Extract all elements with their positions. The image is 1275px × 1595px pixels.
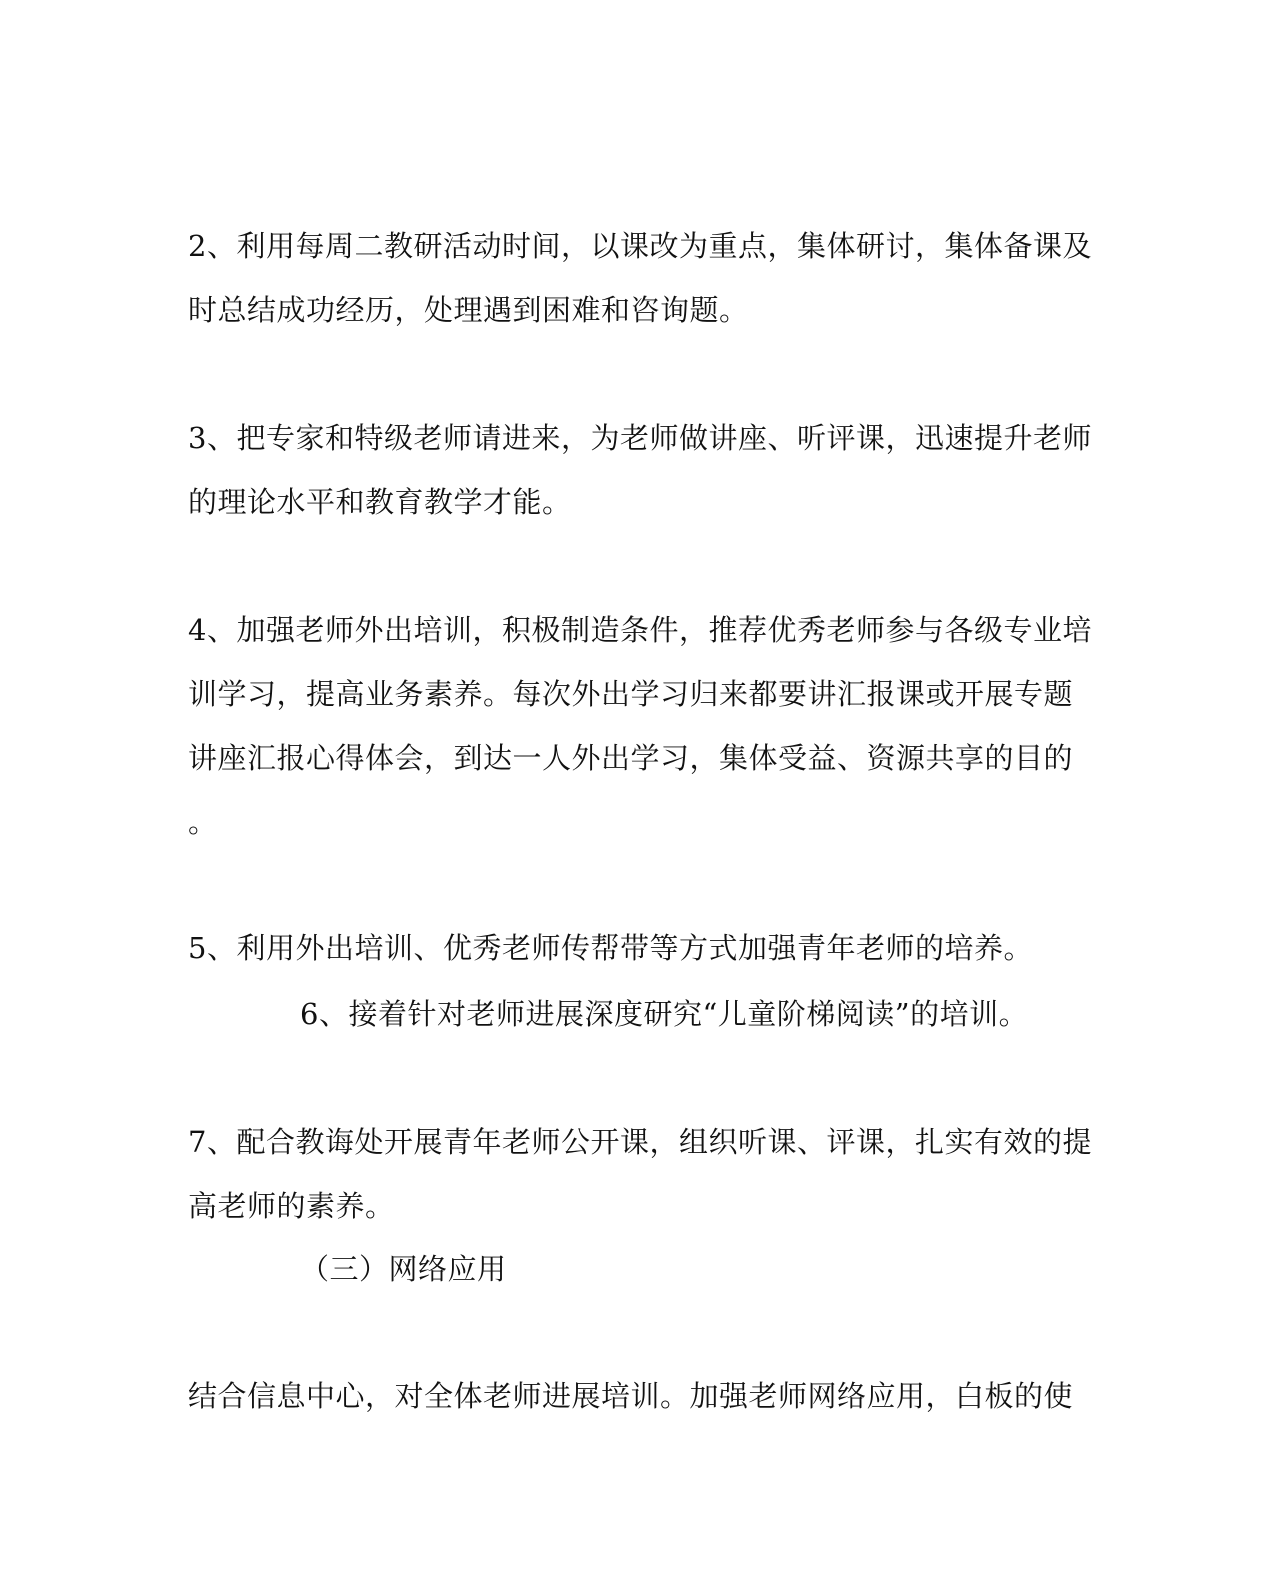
paragraph-4-line-4: 。 [188, 805, 218, 839]
paragraph-7-line-1: 7、配合教诲处开展青年老师公开课，组织听课、评课，扎实有效的提 [188, 1125, 1092, 1159]
paragraph-2-line-2: 时总结成功经历，处理遇到困难和咨询题。 [188, 293, 749, 327]
paragraph-3-line-2: 的理论水平和教育教学才能。 [188, 485, 572, 519]
paragraph-4-line-1: 4、加强老师外出培训，积极制造条件，推荐优秀老师参与各级专业培 [188, 613, 1092, 647]
paragraph-2-line-1: 2、利用每周二教研活动时间，以课改为重点，集体研讨，集体备课及 [188, 229, 1092, 263]
paragraph-3-line-1: 3、把专家和特级老师请进来，为老师做讲座、听评课，迅速提升老师 [188, 421, 1092, 455]
paragraph-6: 6、接着针对老师进展深度研究“儿童阶梯阅读”的培训。 [300, 997, 1029, 1031]
section-heading-network-application: （三）网络应用 [300, 1252, 507, 1286]
paragraph-4-line-3: 讲座汇报心得体会，到达一人外出学习，集体受益、资源共享的目的 [188, 741, 1074, 775]
paragraph-network-line-1: 结合信息中心，对全体老师进展培训。加强老师网络应用，白板的使 [188, 1379, 1074, 1413]
paragraph-7-line-2: 高老师的素养。 [188, 1189, 395, 1223]
paragraph-5: 5、利用外出培训、优秀老师传帮带等方式加强青年老师的培养。 [188, 931, 1033, 965]
paragraph-4-line-2: 训学习，提高业务素养。每次外出学习归来都要讲汇报课或开展专题 [188, 677, 1074, 711]
